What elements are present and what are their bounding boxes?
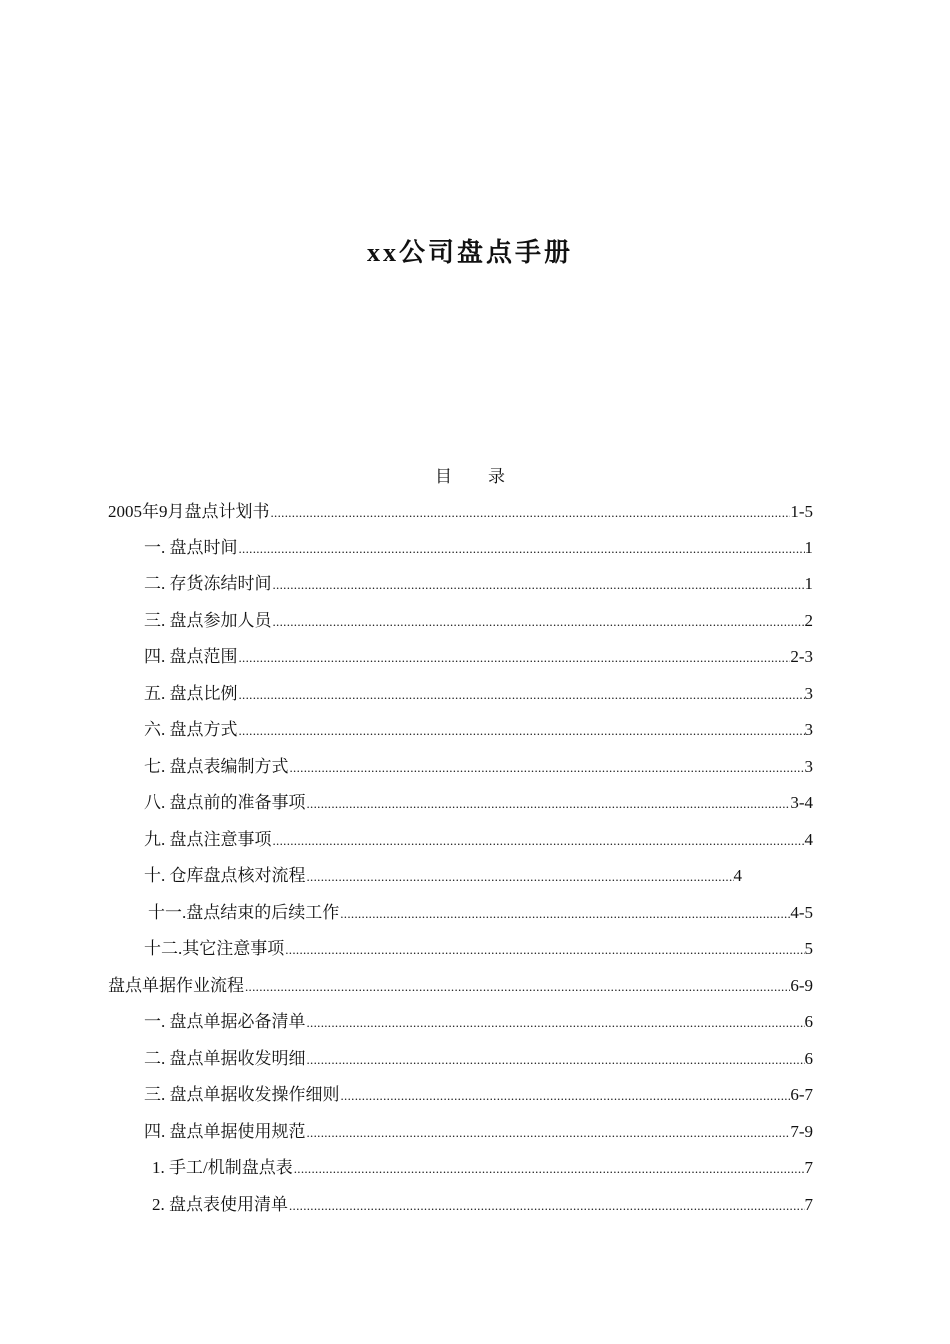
toc-entry-label: 五. 盘点比例 (144, 684, 238, 703)
toc-entry-label: 一. 盘点单据必备清单 (144, 1012, 306, 1031)
toc-entry-label: 三. 盘点单据收发操作细则 (144, 1085, 340, 1104)
toc-entry[interactable] (144, 828, 813, 852)
toc-entry-page: 6-9 (790, 976, 813, 995)
toc-entry-label: 六. 盘点方式 (144, 720, 238, 739)
toc-entry[interactable] (144, 536, 813, 560)
toc-entry-label: 四. 盘点范围 (144, 647, 238, 666)
toc-entry[interactable] (108, 974, 813, 998)
toc-entry-page: 3 (804, 720, 813, 739)
toc-entry-label: 九. 盘点注意事项 (144, 830, 272, 849)
toc-entry-label: 2005年9月盘点计划书 (108, 502, 270, 521)
toc-entry-page: 4 (804, 830, 813, 849)
toc-entry[interactable] (144, 755, 813, 779)
toc-entry-label: 十二.其它注意事项 (144, 939, 285, 958)
toc-entry-label: 二. 盘点单据收发明细 (144, 1049, 306, 1068)
toc-entry-label: 二. 存货冻结时间 (144, 574, 272, 593)
toc-entry[interactable] (144, 645, 813, 669)
toc-entry[interactable] (152, 1156, 813, 1180)
toc-entry-page: 7 (804, 1158, 813, 1177)
toc-entry-page: 2 (804, 611, 813, 630)
toc-entry-label: 三. 盘点参加人员 (144, 611, 272, 630)
toc-entry[interactable] (148, 901, 813, 925)
toc-entry-label: 一. 盘点时间 (144, 538, 238, 557)
toc-entry[interactable] (108, 500, 813, 524)
toc-entry-page: 2-3 (790, 647, 813, 666)
toc-entry[interactable] (144, 1120, 813, 1144)
toc-entry-label: 盘点单据作业流程 (108, 976, 244, 995)
toc-heading-right: 录 (488, 467, 505, 486)
toc-entry[interactable] (144, 1047, 813, 1071)
toc-entry-page: 3-4 (790, 793, 813, 812)
toc-entry-page: 7 (804, 1195, 813, 1214)
toc-entry-page: 3 (804, 684, 813, 703)
toc-entry-page: 4-5 (790, 903, 813, 922)
toc-entry-page: 7-9 (790, 1122, 813, 1141)
toc-heading-left: 目 (435, 467, 452, 486)
toc-entry-page: 6 (804, 1012, 813, 1031)
toc-entry[interactable] (144, 937, 813, 961)
document-title: xx公司盘点手册 (366, 238, 573, 267)
toc-entry-page: 5 (804, 939, 813, 958)
toc-entry-page: 6 (804, 1049, 813, 1068)
toc-entry-label: 1. 手工/机制盘点表 (152, 1158, 293, 1177)
toc-entry-page: 1 (804, 538, 813, 557)
toc-entry[interactable] (144, 791, 813, 815)
toc-entry-label: 十一.盘点结束的后续工作 (148, 903, 340, 922)
toc-entry-label: 十. 仓库盘点核对流程 (144, 866, 306, 885)
toc-entry-page: 1 (804, 574, 813, 593)
toc-entry-page: 3 (804, 757, 813, 776)
toc-entry[interactable] (144, 682, 813, 706)
toc-entry-label: 八. 盘点前的准备事项 (144, 793, 306, 812)
toc-entry[interactable] (144, 1083, 813, 1107)
toc-entry[interactable] (144, 1010, 813, 1034)
toc-entry[interactable] (144, 609, 813, 633)
toc-entry-label: 四. 盘点单据使用规范 (144, 1122, 306, 1141)
toc-entry[interactable] (152, 1193, 813, 1217)
toc-entry-page: 1-5 (790, 502, 813, 521)
toc-entry-label: 七. 盘点表编制方式 (144, 757, 289, 776)
toc-entry-page: 4 (733, 866, 742, 885)
toc-entry[interactable] (144, 864, 742, 888)
toc-entry[interactable] (144, 572, 813, 596)
toc-entry-page: 6-7 (790, 1085, 813, 1104)
toc-entry-label: 2. 盘点表使用清单 (152, 1195, 288, 1214)
toc-entry[interactable] (144, 718, 813, 742)
